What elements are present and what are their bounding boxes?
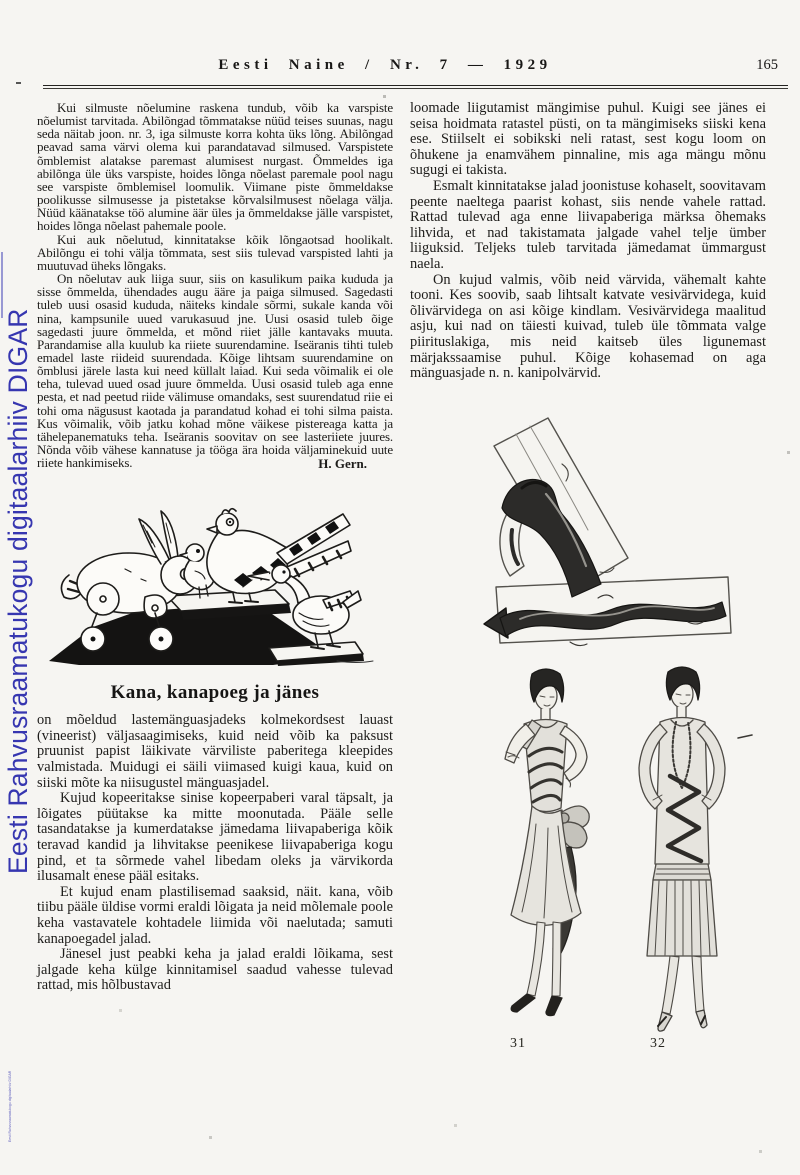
ribbon-trim-illustration (450, 412, 772, 650)
fashion-figures-illustration (454, 660, 776, 1034)
body-paragraph: Kui auk nõelutud, kinnitatakse kõik lõngaotsad hoolikalt. Abilõngu ei tohi välja tõmmata, sest siis tulevad varspisted lahti ja muutuvad üheks lõngaks. (37, 231, 393, 273)
figure-labels (454, 1034, 774, 1052)
body-paragraph: Kui silmuste nõelumine raskena tundub, võib ka varspiste nõelumist tarvitada. Abilõngad tõmmatakse nüüd teises suunas, nagu seda näitab joon. nr. 3, iga silmuste korra kohta üks lõng. Abilõngad peavad sama värvi olema kui parandatavad silmused. Varspistete õmblemist alatakse paremast alumisest nurgast. Õmmeldes iga abilõnga üle üks varspiste, hoides lõnga nõelast paremale pool nagu see varspiste õmblemisel loomulik. Viimane piste õmmeldakse poolikusse silmusesse ja pistetakse kõrvalsilmusest nõelaga välja. Nüüd käänatakse töö alumine äär üles ja õmmeldakse jälle varspistet, hoides lõnga nõelast pahemale poole. (37, 100, 393, 234)
article-title: Kana, kanapoeg ja jänes (110, 682, 320, 704)
body-paragraph: On nõelutav auk liiga suur, siis on kasulikum paika kududa ja sisse õmmelda, ühendades augu ääre ja paiga silmused. Sagedasti tuleb uusi osasid kududa, näiteks kindale sõrmi, sukale kanda või nina, kampsunile uued varukasuud jne. Uusi osasid tuleb õige sagedasti juure õmmelda, et mõnd riiet jälle kantavaks muuta. Parandamise alla kuulub ka riiete suurendamine. Iseäranis tihti tuleb emadel laste riideid suurendada. Kõige lihtsam suurendamine on õmblusi järele lasta kui need küllalt laiad. Kui seda võimalik ei ole teha, tulevad uued osad juure õmmelda. Uusi osasid tuleb aga enne pesta, et nad peetud riide välimuse omandaks, sest suurendatud riie ei tohi oma nägusust kaotada ja parandatud kohad ei tohi silma paista. Kus võimalik, võib jatku kohad mõne väikese pistereaga katta ja tähelepanematuks teha. Iseäranis soovitav on see lasteriiete juures. Nõnda võib vähese kannatuse ja tööga ära hoida väljaminekuid uute riiete hankimiseks. (37, 271, 393, 471)
right-column (410, 101, 766, 1052)
body-paragraph: Et kujud enam plastilisemad saaksid, näit. kana, võib tiibu pääle üldise vormi eraldi lõigata ja neid mõlemale poole keha vastavatele kohtadele liimida või naelutada; samuti kanapoegadel jalad. (37, 883, 393, 947)
corner-mark (16, 82, 21, 84)
text-columns (37, 101, 767, 1052)
body-paragraph: on mõeldud lastemänguasjadeks kolmekordsest lauast (vineerist) väljasaagimiseks, kuid neid võib ka paksust pruunist papist läikivate värviliste paberitega kleepides valmistada. Muidugi ei säili viimased kuigi kaua, kuid on siiski mõte ka niisugustel mänguasjadel. (37, 712, 393, 791)
paper-specks (0, 0, 1, 1)
journal-title: Eesti Naine / Nr. 7 — 1929 (218, 57, 552, 73)
figure-label-32: 32 (650, 1035, 666, 1051)
body-paragraph: Kujud kopeeritakse sinise kopeerpaberi varal täpsalt, ja lõigates püütakse ka mitte moonutada. Pääle selle tasandatakse ja kumerdatakse jämedama liivapaberiga kõik teravad kandid ja lihvitakse peenikese liivapaberiga kogu pind, et ta sõrmede vahel libedam oleks ja värvikorda ilusamalt enese pääl esitaks. (37, 790, 393, 885)
body-paragraph: Esmalt kinnitatakse jalad joonistuse kohaselt, soovitavam peente naeltega paarist kohast, siis nende vahele rattad. Rattad tulevad aga enne liivapaberiga märksa õhemaks lihvida, et nad takistamata jalgade vahel telje ümber liiguksid. Teljeks tuleb tarvitada jämedamat ümmargust naela. (410, 177, 766, 272)
page-number: 165 (756, 57, 778, 73)
author-signature: H. Gern. (318, 456, 367, 472)
body-paragraph: Jänesel just peabki keha ja jalad eraldi lõikama, sest jalgade keha külge kinnitamisel saadud vahesse tulevad rattad, mis hõlbustavad (37, 946, 393, 994)
header-rule (43, 85, 788, 89)
left-column (37, 101, 393, 1052)
body-paragraph: loomade liigutamist mängimise puhul. Kuigi see jänes ei seisa hoidmata ratastel püsti, on ta mängimiseks siiski kena ese. Stiilselt ei sobikski neli ratast, sest kogu loom on õhukene ja enamvähem pinnaline, mis aga mängu mõnu sugugi ei takista. (410, 100, 766, 179)
digar-watermark: Eesti Rahvusraamatukogu digitaalarhiiv DIGAR (3, 308, 33, 874)
toy-animals-illustration (37, 481, 393, 667)
body-paragraph: On kujud valmis, võib neid värvida, vähemalt kahte tooni. Kes soovib, saab lihtsalt katvate vesivärvidega, kuid õlivärvidega on asi kõige kindlam. Vesivärvidega maalitud asju, kui nad on täiesti kuivad, tuleb üle tõmmata valge piirituslakiga, mis neid kaitseb üles ligunemast märjakssaamise puhul. Kõige kohasemad on aga mänguasjade n. n. kanipolvärvid. (410, 271, 766, 382)
digar-watermark-small: Eesti Rahvusraamatukogu digitaalarhiiv DIGAR (8, 1070, 12, 1142)
figure-label-31: 31 (510, 1035, 526, 1051)
